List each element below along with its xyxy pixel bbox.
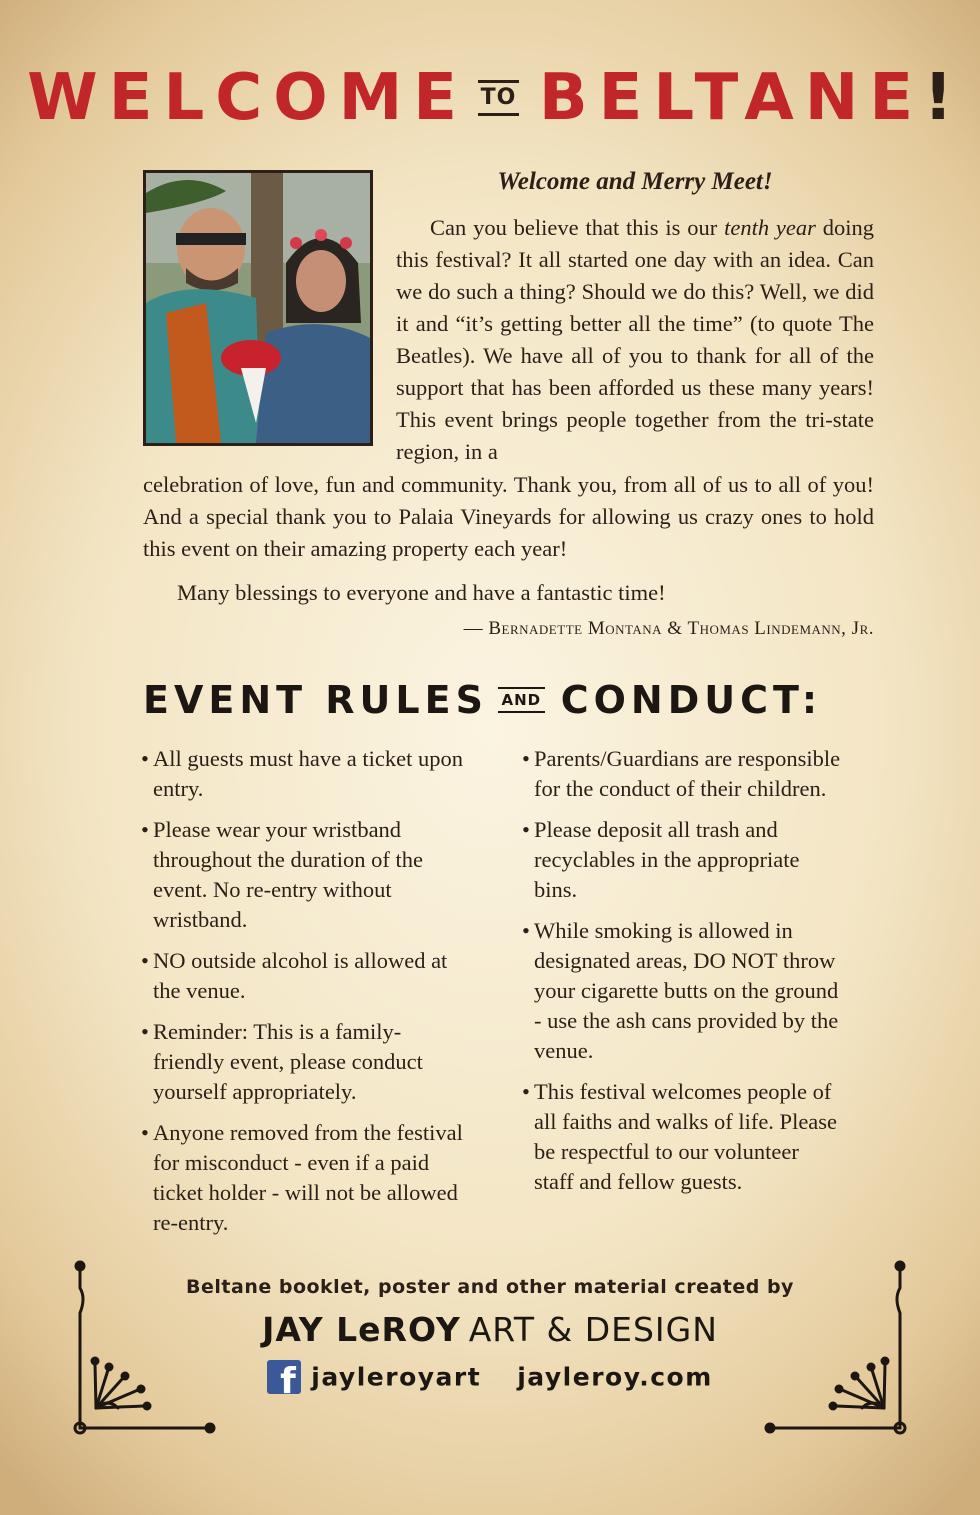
rule-item	[141, 1017, 471, 1107]
bullet: •	[141, 948, 149, 973]
rules-column-left	[141, 744, 471, 1249]
rule-text: All guests must have a ticket upon entry.	[153, 746, 463, 801]
title-to: TO	[478, 80, 520, 116]
rules-heading-and: AND	[498, 687, 546, 713]
letter-paragraph-bottom: celebration of love, fun and community. Thank you, from all of us to all of you! And a special thank you to Palaia Vineyards for allowing us crazy ones to hold this event on their amazing property each year!	[143, 472, 874, 561]
rule-item	[522, 916, 842, 1066]
bullet: •	[141, 746, 149, 771]
bullet: •	[522, 918, 530, 943]
website-link[interactable]: jayleroy.com	[517, 1362, 713, 1392]
rules-heading-part1: EVENT RULES	[143, 678, 488, 722]
letter-signature: — Bernadette Montana & Thomas Lindemann, Jr.	[463, 618, 874, 639]
letter-greeting: Welcome and Merry Meet!	[497, 168, 773, 195]
rules-heading	[143, 678, 822, 722]
bullet: •	[522, 746, 530, 771]
brand-tagline: ART & DESIGN	[468, 1310, 718, 1349]
rule-text: Parents/Guardians are responsible for the conduct of their children.	[534, 746, 841, 801]
designer-links	[0, 1360, 980, 1402]
hosts-photo-illustration	[146, 173, 370, 443]
rules-column-right	[522, 744, 842, 1208]
rule-item	[141, 946, 471, 1006]
facebook-handle-link[interactable]: jayleroyart	[311, 1362, 482, 1392]
designer-brand	[0, 1310, 980, 1349]
hosts-photo	[143, 170, 373, 446]
rule-item	[522, 815, 842, 905]
bullet: •	[141, 1120, 149, 1145]
rule-item	[522, 1077, 842, 1197]
rule-text: NO outside alcohol is allowed at the venue.	[153, 948, 448, 1003]
rule-item	[141, 815, 471, 935]
bullet: •	[522, 817, 530, 842]
bullet: •	[141, 1019, 149, 1044]
rule-text: Anyone removed from the festival for misconduct - even if a paid ticket holder - will not be allowed re-entry.	[153, 1120, 463, 1235]
design-credit: Beltane booklet, poster and other material created by	[186, 1276, 794, 1298]
rule-item	[141, 1118, 471, 1238]
title-welcome: WELCOME	[27, 61, 469, 135]
rule-text: Please wear your wristband throughout the duration of the event. No re-entry without wristband.	[153, 817, 423, 932]
rule-text: Reminder: This is a family-friendly event, please conduct yourself appropriately.	[153, 1019, 423, 1104]
page-title	[0, 58, 980, 138]
rule-text: This festival welcomes people of all faiths and walks of life. Please be respectful to our volunteer staff and fellow guests.	[534, 1079, 838, 1194]
rule-item	[522, 744, 842, 804]
letter-paragraph-top	[396, 212, 874, 468]
letter-text-b: doing this festival? It all started one day with an idea. Can we do such a thing? Should we do this? Well, we did it and “it’s getting better all the time” (to quote The Beatles). We have all of you to thank for all of the support that has been afforded us these many years! This event brings people together from the tri-state region, in a	[396, 215, 874, 464]
letter-text-emphasis: tenth year	[724, 215, 816, 240]
bullet: •	[141, 817, 149, 842]
title-exclamation: !	[923, 61, 953, 135]
brand-name: JAY LeROY	[262, 1310, 461, 1349]
bullet: •	[522, 1079, 530, 1104]
letter-text-a: Can you believe that this is our	[430, 215, 725, 240]
letter-blessing: Many blessings to everyone and have a fantastic time!	[177, 580, 666, 605]
rule-text: Please deposit all trash and recyclables in the appropriate bins.	[534, 817, 800, 902]
title-beltane: BELTANE	[538, 61, 925, 135]
facebook-icon: f	[267, 1360, 301, 1394]
rules-heading-part2: CONDUCT:	[560, 678, 823, 722]
rule-text: While smoking is allowed in designated areas, DO NOT throw your cigarette butts on the ground - use the ash cans provided by the venue.	[534, 918, 839, 1063]
rule-item	[141, 744, 471, 804]
